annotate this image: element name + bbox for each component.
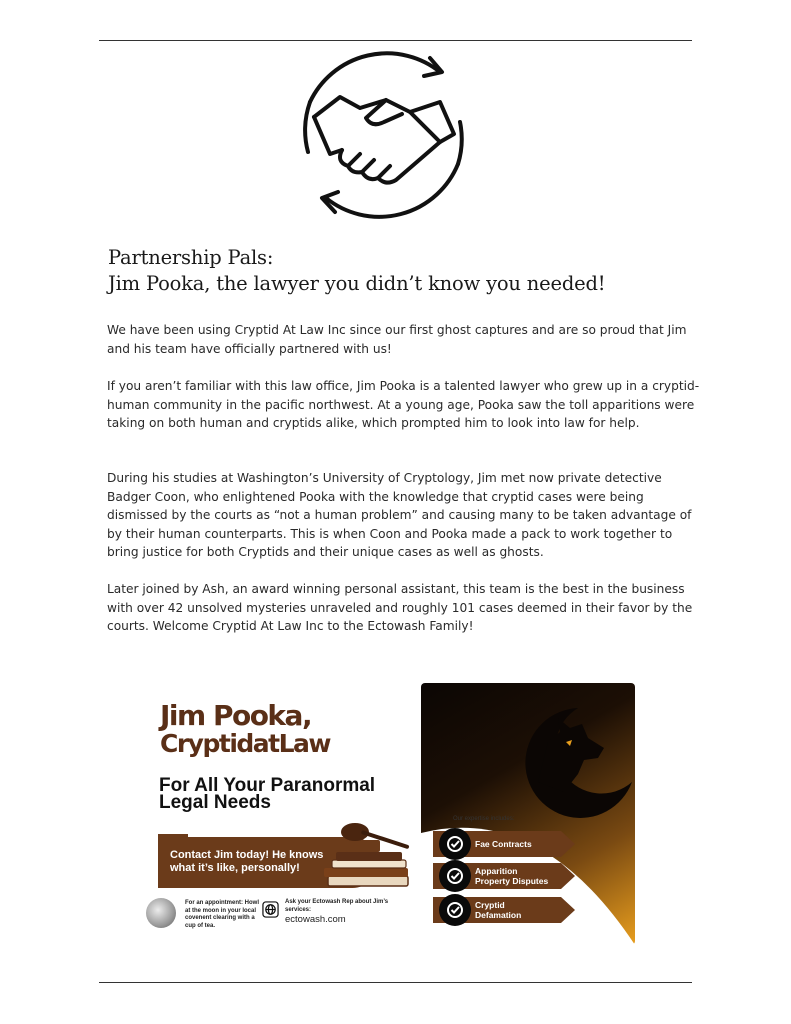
- wolf-moon-logo: [508, 702, 634, 820]
- paragraph-1: We have been using Cryptid At Law Inc since our first ghost captures and are so proud that Jim and his team have officially partnered with us!: [107, 323, 687, 356]
- expertise-item: [433, 831, 575, 857]
- expertise-label-text: [475, 839, 532, 849]
- checkmark-icon: [439, 894, 471, 926]
- top-divider: [99, 40, 692, 41]
- gavel-books-icon: [320, 820, 425, 895]
- expertise-line-1: Cryptid: [475, 900, 505, 910]
- globe-icon: [262, 901, 279, 918]
- brand-line-1: Jim Pooka,: [160, 699, 312, 732]
- moon-icon: [146, 898, 176, 928]
- expertise-item: [433, 863, 575, 889]
- brand-line-2: CryptidatLaw: [160, 729, 331, 758]
- title-line-2: Jim Pooka, the lawyer you didn’t know you needed!: [108, 272, 606, 295]
- tagline-line-2: Legal Needs: [159, 792, 271, 813]
- bottom-divider: [99, 982, 692, 983]
- checkmark-icon: [439, 860, 471, 892]
- contact-line-1: Contact Jim today! He knows: [170, 849, 324, 861]
- paragraph-2: If you aren’t familiar with this law office, Jim Pooka is a talented lawyer who grew up in a cryptid-human community in the pacific northwest. At a young age, Pooka saw the toll apparitions were taking on both human and cryptids alike, which prompted him to look into law for help.: [107, 379, 700, 430]
- handshake-icon: [290, 42, 476, 226]
- expertise-line-1: Apparition: [475, 866, 518, 876]
- paragraph-3: During his studies at Washington’s University of Cryptology, Jim met now private detective Badger Coon, who enlightened Pooka with the knowledge that cryptid cases were being dismissed by the courts as “not a human problem” and causing many to be taken advantage of by their human counterparts. This is when Coon and Pooka made a pack to work together to bring justice for both Cryptids and their unique cases as well as ghosts.: [107, 471, 692, 559]
- brand-name: [160, 699, 331, 758]
- ask-rep-note: Ask your Ectowash Rep about Jim’s services:: [285, 899, 389, 913]
- expertise-label: Our expertise includes:: [453, 816, 515, 822]
- tagline-line-1: For All Your Paranormal: [159, 775, 376, 796]
- paragraph-4: Later joined by Ash, an award winning personal assistant, this team is the best in the business with over 42 unsolved mysteries unraveled and roughly 101 cases deemed in their favor by the courts. Welcome Cryptid At Law Inc to the Ectowash Family!: [107, 582, 693, 633]
- article-title: [108, 245, 708, 297]
- ad-tagline: [159, 777, 375, 811]
- expertise-item: [433, 897, 575, 923]
- expertise-line-2: Defamation: [475, 910, 522, 920]
- checkmark-icon: [439, 828, 471, 860]
- cryptid-at-law-ad: [140, 680, 640, 948]
- contact-line-2: what it’s like, personally!: [170, 862, 300, 874]
- title-line-1: Partnership Pals:: [108, 246, 274, 269]
- website-link[interactable]: ectowash.com: [285, 914, 346, 925]
- expertise-line-1: Fae Contracts: [475, 839, 532, 849]
- appointment-note: For an appointment: Howl at the moon in your local covenent clearing with a cup of tea.: [185, 900, 259, 929]
- expertise-label-text: [475, 866, 548, 886]
- expertise-line-2: Property Disputes: [475, 876, 549, 886]
- expertise-label-text: [475, 900, 521, 920]
